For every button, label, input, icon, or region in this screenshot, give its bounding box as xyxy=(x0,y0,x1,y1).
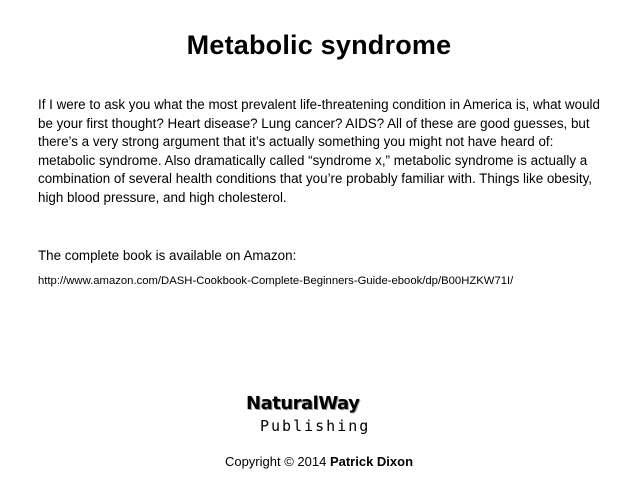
amazon-book-link[interactable]: http://www.amazon.com/DASH-Cookbook-Complete-Beginners-Guide-ebook/dp/B00HZKW71I/ xyxy=(38,275,514,287)
copyright-author: Patrick Dixon xyxy=(329,454,414,469)
publisher-logo-name: NaturalWay xyxy=(246,393,360,414)
copyright-line xyxy=(0,453,638,471)
publisher-logo xyxy=(246,393,396,449)
copyright-prefix: Copyright © 2014 xyxy=(224,454,327,469)
slide-title: Metabolic syndrome xyxy=(186,30,452,60)
publisher-logo-subtitle: Publishing xyxy=(260,417,371,435)
availability-text: The complete book is available on Amazon: xyxy=(38,248,297,263)
body-paragraph: If I were to ask you what the most prevalent life-threatening condition in America is, what would be your first thought? Heart disease? Lung cancer? AIDS? All of these are good guesses, but there’s a very strong argument that it’s actually something you might not have heard of: metabolic syndrome. Also dramatically called “syndrome x,” metabolic syndrome is actually a combination of several health conditions that you’re probably familiar with. Things like obesity, high blood pressure, and high cholesterol. xyxy=(38,97,600,205)
